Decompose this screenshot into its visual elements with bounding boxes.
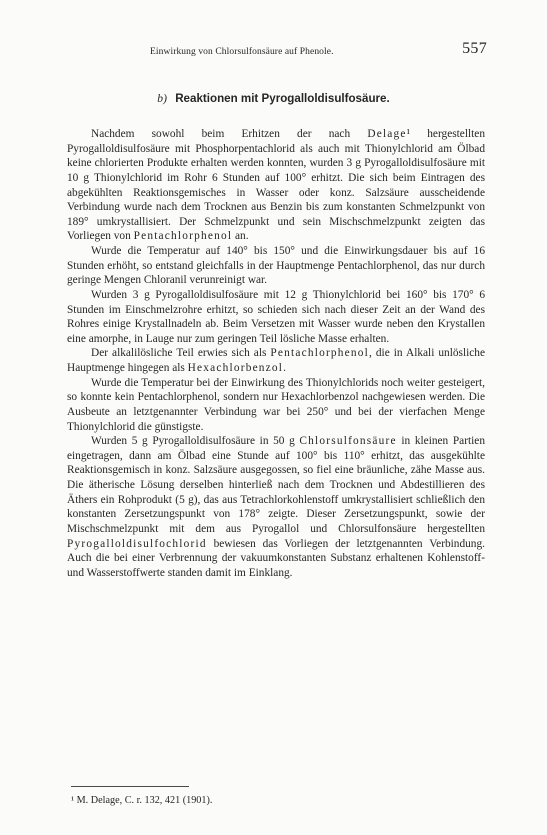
- body-text: [67, 127, 485, 580]
- spaced-term: Pentachlorphenol: [133, 230, 233, 243]
- text-run: bewiesen das Vorliegen der letztgenannten Verbindung. Auch die bei einer Verbrennung der vakuumkonstanten Substanz erhaltenen Kohlenstoff- und Wasserstoffwerte standen damit im Einklang.: [67, 537, 485, 579]
- text-run: Wurden 5 g Pyrogalloldisulfosäure in 50 g: [91, 435, 300, 448]
- text-run: ¹ hergestellten Pyrogalloldisulfosäure mit Phosphorpentachlorid als auch mit Thionylchlorid am Ölbad keine chlorierten Produkte erhalten werden konnten, wurden 3 g Pyrogalloldisulfosäure mit 10 g Thionylchlorid im Rohr 6 Stunden auf 100° erhitzt. Die sich beim Eintragen des abgekühlten Reaktionsgemisches in Wasser oder konz. Salzsäure ausscheidende Verbindung wurde nach dem Trocknen aus Benzin bis zum konstanten Schmelzpunkt von 189° umkrystallisiert. Der Schmelzpunkt und sein Mischschmelzpunkt zeigten das Vorliegen von: [67, 128, 485, 243]
- paragraph: [67, 346, 485, 375]
- spaced-term: Chlorsulfonsäure: [299, 435, 397, 448]
- text-run: Wurde die Temperatur auf 140° bis 150° und die Einwirkungsdauer bis auf 16 Stunden erhöht, so entstand gleichfalls in der Hauptmenge Pentachlorphenol, das nur durch geringe Mengen Chloranil verunreinigt war.: [67, 245, 485, 287]
- footnote: ¹ M. Delage, C. r. 132, 421 (1901).: [71, 795, 213, 806]
- spaced-term: Pentachlorphenol: [270, 347, 370, 360]
- paragraph: [67, 434, 485, 580]
- text-run: Wurden 3 g Pyrogalloldisulfosäure mit 12 g Thionylchlorid bei 160° bis 170° 6 Stunden im Einschmelzrohre erhitzt, so schieden sich nach dieser Zeit an der Wand des Rohres einige Krystallnadeln ab. Beim Versetzen mit Wasser wurde neben den Krystallen eine amorphe, in Lauge nur zum geringen Teil lösliche Masse erhalten.: [67, 288, 485, 345]
- page-number: 557: [462, 40, 487, 57]
- spaced-term: Delage: [367, 128, 407, 140]
- section-heading: [0, 92, 547, 105]
- text-run: an.: [232, 230, 249, 243]
- spaced-term: Hexachlorbenzol: [187, 362, 284, 374]
- text-run: Wurde die Temperatur bei der Einwirkung des Thionylchlorids noch weiter gesteigert, so konnte kein Pentachlorphenol, sondern nur Hexachlorbenzol nachgewiesen werden. Die Ausbeute an letztgenannter Verbindung war bei 250° und bei der vierfachen Menge Thionylchlorid die günstigste.: [67, 376, 485, 433]
- running-title: Einwirkung von Chlorsulfonsäure auf Phenole.: [150, 47, 334, 57]
- section-label: b): [157, 92, 167, 105]
- paragraph: [67, 376, 485, 435]
- text-run: in kleinen Partien eingetragen, dann am Ölbad eine Stunde auf 100° bis 110° erhitzt, das ausgekühlte Reaktionsgemisch in konz. Salzsäure ausgegossen, so fiel eine bräunliche, zähe Masse aus. Die ätherische Lösung derselben hinterließ nach dem Trocknen und Abdestillieren des Äthers ein Rohprodukt (5 g), das aus Tetrachlorkohlenstoff umkrystallisiert schließlich den konstanten Zersetzungspunkt von 178° zeigte. Dieser Zersetzungspunkt, sowie der Mischschmelzpunkt mit dem aus Pyrogallol und Chlorsulfonsäure hergestellten: [67, 435, 485, 535]
- section-title: Reaktionen mit Pyrogalloldisulfosäure.: [175, 92, 390, 105]
- page-header: [60, 40, 487, 60]
- paragraph: [67, 127, 485, 244]
- text-run: Nachdem sowohl beim Erhitzen der nach: [91, 128, 368, 140]
- spaced-term: Pyrogalloldisulfochlorid: [67, 537, 207, 550]
- text-run: Der alkalilösliche Teil erwies sich als: [91, 347, 271, 360]
- text-run: , die in Alkali unlösliche Hauptmenge hingegen als: [67, 347, 486, 374]
- paragraph: [67, 288, 485, 347]
- text-run: .: [283, 362, 286, 374]
- footnote-rule: [71, 786, 189, 787]
- paragraph: [67, 244, 485, 288]
